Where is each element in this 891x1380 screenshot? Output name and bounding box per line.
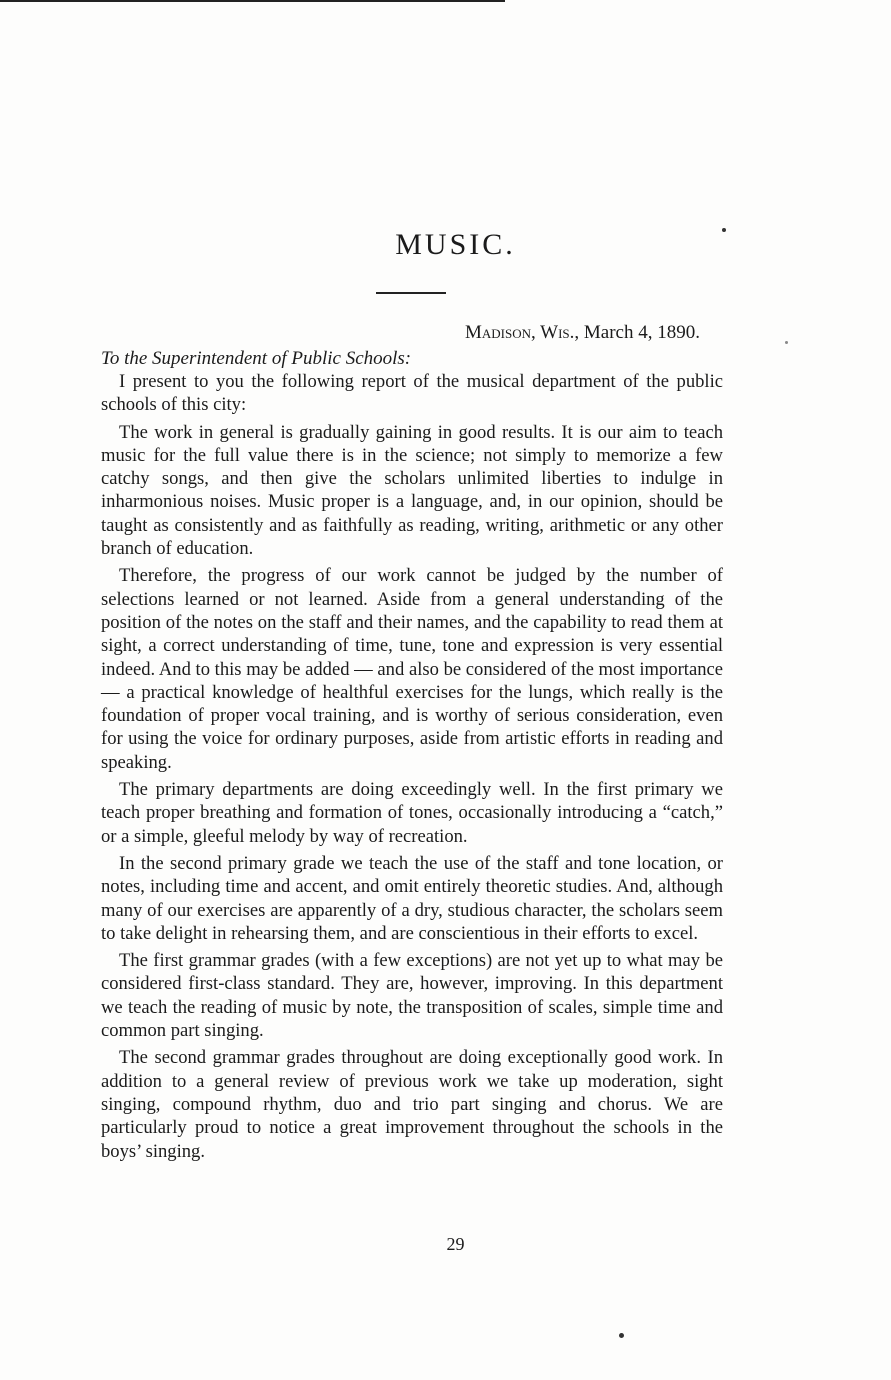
paragraph: The second grammar grades throughout are doing exceptionally good work. In addition to a general review of previous work we take up moderation, sight singing, compound rhythm, duo and trio part singing and chorus. We are particularly proud to notice a great improvement throughout the schools in the boys’ singing.: [101, 1047, 723, 1162]
paragraph: The primary departments are doing exceedingly well. In the first primary we teach proper breathing and formation of tones, occasionally introducing a “catch,” or a simple, gleeful melody by way of recreation.: [101, 779, 723, 847]
report-body: [101, 370, 723, 1167]
paragraph: Therefore, the progress of our work cannot be judged by the number of selections learned or not learned. Aside from a general understanding of the position of the notes on the staff and their names, and the capability to read them at sight, a correct understanding of time, tune, tone and expression is very essential indeed. And to this may be added — and also be considered of the most importance — a practical knowledge of healthful exercises for the lungs, which really is the foundation of proper vocal training, and is worthy of serious consideration, even for using the voice for ordinary purposes, aside from artistic efforts in reading and speaking.: [101, 565, 723, 773]
salutation: To the Superintendent of Public Schools:: [101, 348, 412, 369]
paragraph: The work in general is gradually gaining in good results. It is our aim to teach music for the full value there is in the science; not simply to memorize a few catchy songs, and then give the scholars unlimited liberties to indulge in inharmonious noises. Music proper is a language, and, in our opinion, should be taught as consistently and as faithfully as reading, writing, arithmetic or any other branch of education.: [101, 421, 723, 560]
dateline-place: Madison, Wis.,: [465, 322, 580, 343]
dateline-date: March 4, 1890.: [583, 322, 700, 343]
title-divider: [376, 292, 446, 294]
paragraph: I present to you the following report of the musical department of the public schools of this city:: [101, 371, 723, 416]
page-title: MUSIC.: [395, 228, 516, 261]
page-number: 29: [446, 1234, 465, 1254]
paragraph: In the second primary grade we teach the use of the staff and tone location, or notes, including time and accent, and omit entirely theoretic studies. And, although many of our exercises are apparently of a dry, studious character, the scholars seem to take delight in rehearsing them, and are conscientious in their efforts to excel.: [101, 852, 723, 944]
ink-speck: [785, 341, 788, 344]
ink-speck: [619, 1333, 624, 1338]
dateline: [0, 322, 700, 344]
ink-speck: [722, 228, 726, 232]
paragraph: The first grammar grades (with a few exceptions) are not yet up to what may be considered first-class standard. They are, however, improving. In this department we teach the reading of music by note, the transposition of scales, simple time and common part singing.: [101, 950, 723, 1042]
top-border-rule: [0, 0, 505, 2]
